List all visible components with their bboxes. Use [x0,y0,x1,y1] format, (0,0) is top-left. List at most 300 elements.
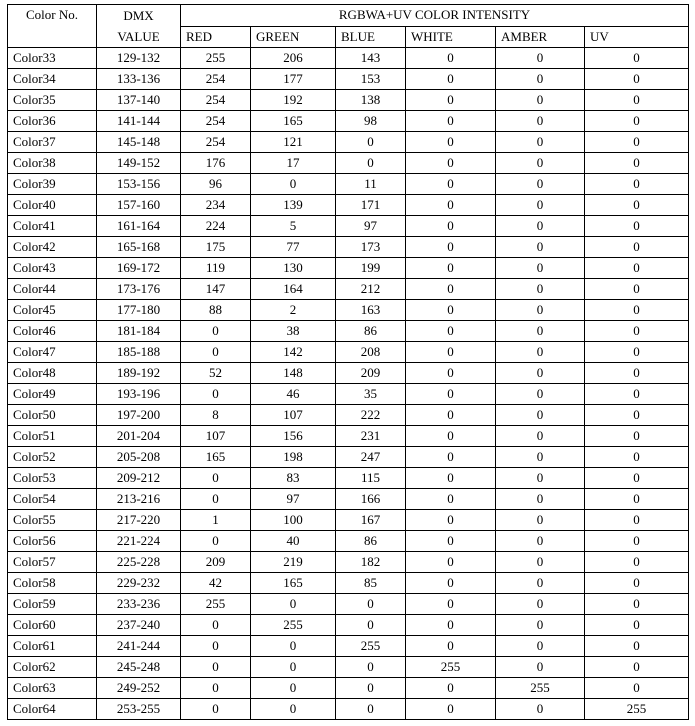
intensity-cell: 148 [251,363,336,384]
color-no-cell: Color61 [8,636,97,657]
intensity-cell: 255 [585,699,689,720]
dmx-range-cell: 161-164 [97,216,181,237]
table-row [8,426,689,447]
intensity-cell: 0 [496,237,585,258]
intensity-cell: 0 [336,153,406,174]
header-group-title: RGBWA+UV COLOR INTENSITY [181,5,689,27]
intensity-cell: 0 [585,447,689,468]
intensity-cell: 0 [496,531,585,552]
intensity-cell: 0 [251,636,336,657]
intensity-cell: 0 [336,657,406,678]
intensity-cell: 0 [406,468,496,489]
table-row [8,363,689,384]
intensity-cell: 0 [585,279,689,300]
intensity-cell: 46 [251,384,336,405]
dmx-range-cell: 181-184 [97,321,181,342]
color-no-cell: Color53 [8,468,97,489]
intensity-cell: 182 [336,552,406,573]
intensity-cell: 0 [406,321,496,342]
table-row [8,678,689,699]
intensity-cell: 231 [336,426,406,447]
intensity-cell: 0 [181,699,251,720]
intensity-cell: 0 [496,132,585,153]
color-no-cell: Color47 [8,342,97,363]
color-no-cell: Color41 [8,216,97,237]
intensity-cell: 0 [406,426,496,447]
dmx-range-cell: 145-148 [97,132,181,153]
intensity-cell: 0 [585,237,689,258]
intensity-cell: 0 [585,90,689,111]
intensity-cell: 0 [585,216,689,237]
dmx-range-cell: 221-224 [97,531,181,552]
intensity-cell: 0 [251,594,336,615]
table-row [8,321,689,342]
table-row [8,615,689,636]
intensity-cell: 255 [181,594,251,615]
intensity-cell: 0 [585,510,689,531]
intensity-cell: 0 [496,615,585,636]
intensity-cell: 85 [336,573,406,594]
intensity-cell: 0 [406,48,496,69]
intensity-cell: 0 [406,216,496,237]
intensity-cell: 255 [406,657,496,678]
intensity-cell: 0 [496,363,585,384]
intensity-cell: 254 [181,132,251,153]
intensity-cell: 255 [496,678,585,699]
intensity-cell: 97 [251,489,336,510]
intensity-cell: 206 [251,48,336,69]
intensity-cell: 0 [181,636,251,657]
table-row [8,384,689,405]
intensity-cell: 0 [406,69,496,90]
table-row [8,195,689,216]
intensity-cell: 166 [336,489,406,510]
intensity-cell: 52 [181,363,251,384]
dmx-range-cell: 169-172 [97,258,181,279]
header-dmx-line2: VALUE [117,29,160,44]
table-row [8,90,689,111]
intensity-cell: 177 [251,69,336,90]
intensity-cell: 255 [181,48,251,69]
intensity-cell: 0 [406,258,496,279]
intensity-cell: 198 [251,447,336,468]
intensity-cell: 0 [406,90,496,111]
table-row [8,699,689,720]
table-row [8,48,689,69]
intensity-cell: 139 [251,195,336,216]
intensity-cell: 0 [496,489,585,510]
color-no-cell: Color57 [8,552,97,573]
intensity-cell: 254 [181,90,251,111]
dmx-range-cell: 217-220 [97,510,181,531]
intensity-cell: 0 [336,615,406,636]
dmx-range-cell: 249-252 [97,678,181,699]
table-row [8,636,689,657]
intensity-cell: 0 [585,573,689,594]
table-row [8,468,689,489]
dmx-range-cell: 153-156 [97,174,181,195]
dmx-range-cell: 129-132 [97,48,181,69]
dmx-range-cell: 233-236 [97,594,181,615]
dmx-range-cell: 229-232 [97,573,181,594]
table-row [8,405,689,426]
color-no-cell: Color63 [8,678,97,699]
intensity-cell: 0 [406,447,496,468]
intensity-cell: 167 [336,510,406,531]
intensity-cell: 107 [181,426,251,447]
dmx-range-cell: 225-228 [97,552,181,573]
intensity-cell: 0 [496,384,585,405]
intensity-cell: 176 [181,153,251,174]
color-no-cell: Color36 [8,111,97,132]
intensity-cell: 0 [585,615,689,636]
intensity-cell: 115 [336,468,406,489]
intensity-cell: 0 [496,342,585,363]
intensity-cell: 0 [406,489,496,510]
intensity-cell: 0 [336,699,406,720]
header-red: RED [181,26,251,48]
dmx-range-cell: 185-188 [97,342,181,363]
dmx-range-cell: 177-180 [97,300,181,321]
dmx-range-cell: 173-176 [97,279,181,300]
table-body [8,48,689,720]
intensity-cell: 0 [496,657,585,678]
header-dmx-line1: DMX [123,8,154,23]
intensity-cell: 86 [336,531,406,552]
dmx-range-cell: 193-196 [97,384,181,405]
intensity-cell: 0 [251,699,336,720]
intensity-cell: 0 [406,405,496,426]
intensity-cell: 38 [251,321,336,342]
intensity-cell: 0 [181,489,251,510]
table-row [8,111,689,132]
header-green: GREEN [251,26,336,48]
dmx-range-cell: 201-204 [97,426,181,447]
header-uv: UV [585,26,689,48]
intensity-cell: 164 [251,279,336,300]
intensity-cell: 0 [585,321,689,342]
intensity-cell: 0 [251,174,336,195]
color-no-cell: Color43 [8,258,97,279]
intensity-cell: 35 [336,384,406,405]
intensity-cell: 0 [496,552,585,573]
intensity-cell: 0 [406,510,496,531]
color-no-cell: Color35 [8,90,97,111]
intensity-cell: 0 [406,531,496,552]
intensity-cell: 165 [181,447,251,468]
intensity-cell: 0 [496,636,585,657]
intensity-cell: 0 [585,153,689,174]
intensity-cell: 165 [251,111,336,132]
intensity-cell: 0 [585,258,689,279]
table-header [8,5,689,48]
color-no-cell: Color52 [8,447,97,468]
intensity-cell: 0 [251,657,336,678]
intensity-cell: 0 [496,48,585,69]
intensity-cell: 0 [181,678,251,699]
intensity-cell: 234 [181,195,251,216]
table-row [8,594,689,615]
header-dmx-value [97,5,181,48]
intensity-cell: 0 [585,489,689,510]
color-no-cell: Color37 [8,132,97,153]
color-no-cell: Color45 [8,300,97,321]
color-no-cell: Color55 [8,510,97,531]
color-no-cell: Color38 [8,153,97,174]
dmx-range-cell: 157-160 [97,195,181,216]
intensity-cell: 0 [496,573,585,594]
intensity-cell: 0 [336,132,406,153]
intensity-cell: 0 [496,174,585,195]
intensity-cell: 0 [406,594,496,615]
intensity-cell: 209 [181,552,251,573]
table-row [8,153,689,174]
intensity-cell: 0 [181,468,251,489]
dmx-range-cell: 241-244 [97,636,181,657]
table-row [8,132,689,153]
table-row [8,531,689,552]
dmx-range-cell: 213-216 [97,489,181,510]
table-row [8,510,689,531]
dmx-color-intensity-table [7,4,689,720]
intensity-cell: 0 [496,111,585,132]
intensity-cell: 0 [496,153,585,174]
table-row [8,300,689,321]
intensity-cell: 0 [585,300,689,321]
table-row [8,342,689,363]
intensity-cell: 219 [251,552,336,573]
intensity-cell: 0 [181,531,251,552]
intensity-cell: 199 [336,258,406,279]
color-no-cell: Color48 [8,363,97,384]
header-white: WHITE [406,26,496,48]
intensity-cell: 163 [336,300,406,321]
intensity-cell: 254 [181,111,251,132]
intensity-cell: 0 [406,132,496,153]
intensity-cell: 0 [585,342,689,363]
color-no-cell: Color59 [8,594,97,615]
color-no-cell: Color50 [8,405,97,426]
intensity-cell: 0 [585,678,689,699]
dmx-range-cell: 137-140 [97,90,181,111]
intensity-cell: 11 [336,174,406,195]
intensity-cell: 0 [496,321,585,342]
intensity-cell: 130 [251,258,336,279]
intensity-cell: 0 [585,69,689,90]
intensity-cell: 208 [336,342,406,363]
intensity-cell: 0 [585,195,689,216]
intensity-cell: 0 [496,195,585,216]
intensity-cell: 255 [336,636,406,657]
intensity-cell: 0 [585,363,689,384]
intensity-cell: 0 [406,174,496,195]
color-no-cell: Color51 [8,426,97,447]
table-row [8,657,689,678]
intensity-cell: 247 [336,447,406,468]
dmx-range-cell: 253-255 [97,699,181,720]
intensity-cell: 222 [336,405,406,426]
intensity-cell: 0 [585,132,689,153]
intensity-cell: 0 [496,300,585,321]
intensity-cell: 88 [181,300,251,321]
intensity-cell: 0 [585,636,689,657]
intensity-cell: 0 [496,447,585,468]
intensity-cell: 0 [585,552,689,573]
color-no-cell: Color54 [8,489,97,510]
intensity-cell: 0 [496,279,585,300]
intensity-cell: 97 [336,216,406,237]
intensity-cell: 0 [406,615,496,636]
intensity-cell: 42 [181,573,251,594]
table-row [8,552,689,573]
intensity-cell: 0 [585,48,689,69]
intensity-cell: 0 [496,216,585,237]
color-no-cell: Color62 [8,657,97,678]
intensity-cell: 224 [181,216,251,237]
dmx-range-cell: 209-212 [97,468,181,489]
intensity-cell: 86 [336,321,406,342]
table-row [8,573,689,594]
color-no-cell: Color60 [8,615,97,636]
intensity-cell: 0 [181,615,251,636]
intensity-cell: 17 [251,153,336,174]
intensity-cell: 212 [336,279,406,300]
intensity-cell: 0 [585,174,689,195]
intensity-cell: 147 [181,279,251,300]
intensity-cell: 192 [251,90,336,111]
intensity-cell: 0 [406,699,496,720]
dmx-range-cell: 141-144 [97,111,181,132]
intensity-cell: 100 [251,510,336,531]
intensity-cell: 142 [251,342,336,363]
dmx-range-cell: 197-200 [97,405,181,426]
intensity-cell: 0 [406,636,496,657]
color-no-cell: Color49 [8,384,97,405]
intensity-cell: 0 [585,468,689,489]
intensity-cell: 1 [181,510,251,531]
intensity-cell: 0 [406,237,496,258]
intensity-cell: 0 [336,678,406,699]
intensity-cell: 175 [181,237,251,258]
table-row [8,279,689,300]
intensity-cell: 0 [496,90,585,111]
dmx-range-cell: 237-240 [97,615,181,636]
header-blue: BLUE [336,26,406,48]
intensity-cell: 40 [251,531,336,552]
intensity-cell: 0 [406,342,496,363]
intensity-cell: 0 [496,258,585,279]
intensity-cell: 156 [251,426,336,447]
color-no-cell: Color64 [8,699,97,720]
intensity-cell: 0 [406,363,496,384]
intensity-cell: 0 [496,468,585,489]
intensity-cell: 138 [336,90,406,111]
intensity-cell: 119 [181,258,251,279]
intensity-cell: 171 [336,195,406,216]
header-row-group [8,5,689,27]
intensity-cell: 255 [251,615,336,636]
color-no-cell: Color44 [8,279,97,300]
intensity-cell: 0 [406,279,496,300]
intensity-cell: 143 [336,48,406,69]
color-no-cell: Color39 [8,174,97,195]
table-row [8,237,689,258]
intensity-cell: 0 [406,300,496,321]
intensity-cell: 0 [181,342,251,363]
dmx-range-cell: 189-192 [97,363,181,384]
intensity-cell: 0 [406,384,496,405]
intensity-cell: 0 [496,510,585,531]
table-row [8,216,689,237]
intensity-cell: 0 [585,657,689,678]
color-no-cell: Color42 [8,237,97,258]
intensity-cell: 209 [336,363,406,384]
intensity-cell: 0 [496,426,585,447]
intensity-cell: 8 [181,405,251,426]
intensity-cell: 0 [585,426,689,447]
intensity-cell: 0 [585,111,689,132]
intensity-cell: 0 [181,384,251,405]
intensity-cell: 0 [585,594,689,615]
intensity-cell: 5 [251,216,336,237]
dmx-range-cell: 205-208 [97,447,181,468]
table-row [8,489,689,510]
color-no-cell: Color56 [8,531,97,552]
intensity-cell: 0 [585,384,689,405]
intensity-cell: 254 [181,69,251,90]
intensity-cell: 83 [251,468,336,489]
dmx-range-cell: 149-152 [97,153,181,174]
intensity-cell: 173 [336,237,406,258]
dmx-range-cell: 133-136 [97,69,181,90]
dmx-range-cell: 165-168 [97,237,181,258]
color-no-cell: Color33 [8,48,97,69]
intensity-cell: 0 [496,405,585,426]
intensity-cell: 107 [251,405,336,426]
dmx-range-cell: 245-248 [97,657,181,678]
header-color-no: Color No. [8,5,97,48]
intensity-cell: 165 [251,573,336,594]
intensity-cell: 0 [496,594,585,615]
intensity-cell: 0 [406,678,496,699]
intensity-cell: 0 [496,69,585,90]
intensity-cell: 77 [251,237,336,258]
intensity-cell: 0 [496,699,585,720]
table-row [8,447,689,468]
color-no-cell: Color40 [8,195,97,216]
intensity-cell: 0 [181,657,251,678]
intensity-cell: 0 [181,321,251,342]
table-row [8,69,689,90]
table-row [8,174,689,195]
intensity-cell: 153 [336,69,406,90]
intensity-cell: 0 [585,531,689,552]
intensity-cell: 0 [406,573,496,594]
color-no-cell: Color34 [8,69,97,90]
intensity-cell: 98 [336,111,406,132]
table-row [8,258,689,279]
intensity-cell: 0 [406,195,496,216]
intensity-cell: 0 [336,594,406,615]
intensity-cell: 96 [181,174,251,195]
intensity-cell: 0 [406,111,496,132]
color-no-cell: Color46 [8,321,97,342]
header-amber: AMBER [496,26,585,48]
color-no-cell: Color58 [8,573,97,594]
intensity-cell: 121 [251,132,336,153]
intensity-cell: 0 [251,678,336,699]
intensity-cell: 2 [251,300,336,321]
